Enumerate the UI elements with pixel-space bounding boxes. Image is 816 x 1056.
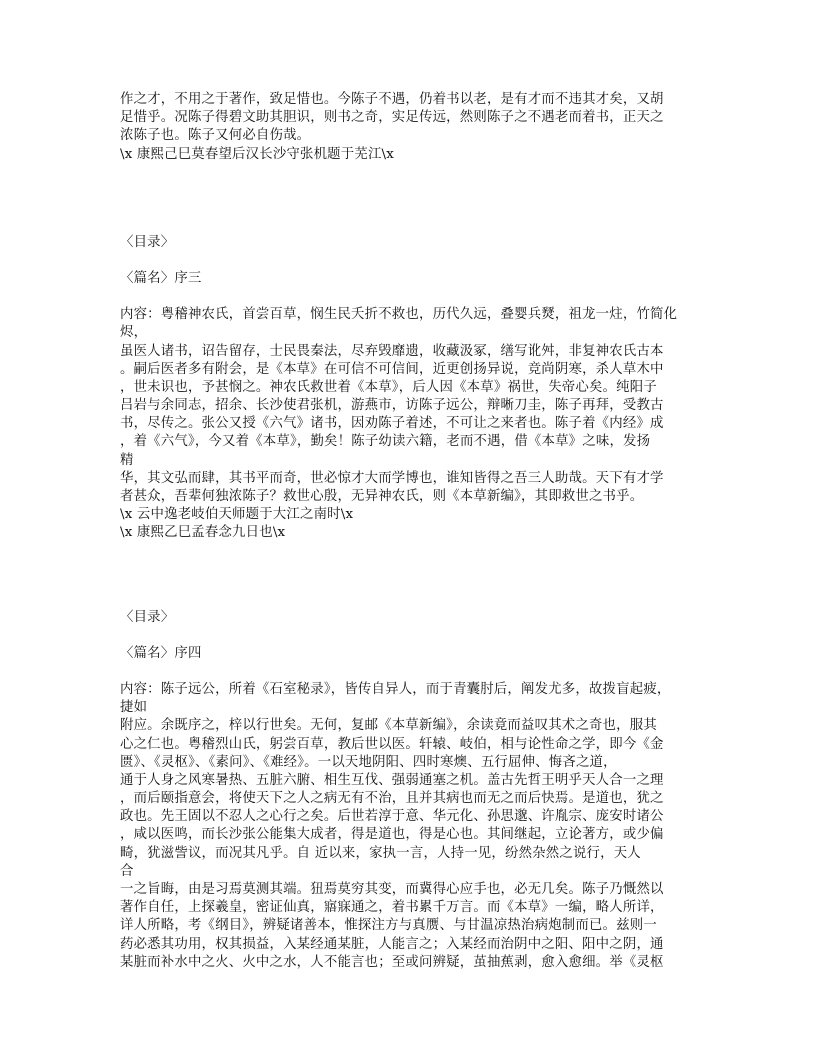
document-page — [120, 91, 690, 972]
section-preface-3 — [120, 234, 690, 543]
content-line: 一之旨晦，由是习焉莫测其端。狃焉莫穷其变，而冀得心应手也，必无几矣。陈子乃慨然以 — [120, 882, 664, 897]
content-line: 捷如 — [120, 700, 148, 716]
content-line: 合 — [120, 863, 134, 879]
signature-line: \x 康熙己巳莫春望后汉长沙守张机题于芜江\x — [120, 146, 395, 162]
text-line: 浓陈子也。陈子又何必自伤哉。 — [120, 128, 311, 144]
content-line: 详人所略，考《纲目》，辨疑诸善本，惟探注方与真赝、与甘温凉热治病炮制而已。兹则一 — [120, 918, 657, 934]
toc-label: 〈目录〉 — [120, 234, 175, 250]
section-preface-4 — [120, 609, 690, 972]
content-line: 华，其文弘而肆，其书平而奇，世必惊才大而学博也，谁知皆得之吾三人助哉。天下有才学 — [120, 470, 664, 486]
content-line: 虽医人诸书，诏告留存，士民畏秦法，尽弃毁靡遗，收藏汲冢，缮写讹舛，非复神农氏古本 — [120, 343, 664, 359]
content-line: 畸，犹滋訾议，而况其凡乎。自 近以来，家执一言，人持一见，纷然杂然之说行，天人 — [120, 845, 641, 861]
content-line: 通于人身之风寒暑热、五脏六腑、相生互伐、强弱通塞之机。盖古先哲王明乎天人合一之理 — [120, 772, 664, 788]
preface-tail — [120, 91, 690, 164]
content-line: 烬， — [120, 325, 148, 341]
content-line: 吕岩与余同志，招余、长沙使君张机，游燕市，访陈子远公，辩晰刀圭，陈子再拜，受教古 — [120, 398, 664, 414]
content-line: 政也。先王固以不忍人之心行之矣。后世若淳于意、华元化、孙思邈、许胤宗、庞安时诸公 — [120, 809, 664, 825]
content-line: ，咸以医鸣，而长沙张公能集大成者，得是道也，得是心也。其间继起，立论著方，或少偏 — [120, 827, 664, 843]
text-line: 作之才，不用之于著作，致足惜也。今陈子不遇，仍着书以老，是有才而不违其才矣，又胡 — [120, 92, 664, 107]
section-title: 〈篇名〉序三 — [120, 270, 202, 286]
toc-label: 〈目录〉 — [120, 609, 175, 625]
section-title: 〈篇名〉序四 — [120, 645, 202, 661]
content-line: 内容：陈子远公，所着《石室秘录》，皆传自异人，而于青囊肘后，阐发尤多，故拨盲起疲， — [120, 681, 671, 697]
content-line: ，着《六气》，今又着《本草》，勤矣！陈子幼读六籍，老而不遇，借《本草》之味，发扬 — [120, 434, 651, 450]
content-line: 心之仁也。粤稽烈山氏，躬尝百草，教后世以医。轩辕、岐伯，相与论性命之学，即今《金 — [120, 736, 664, 752]
content-line: 匮》、《灵枢》、《素问》、《难经》。一以天地阴阳、四时寒燠、五行屈伸、悔吝之道， — [120, 754, 617, 770]
content-line: 书，尽传之。张公又授《六气》诸书，因劝陈子着述，不可让之来者也。陈子着《内经》成 — [120, 416, 664, 432]
content-line: 内容：粤稽神农氏，首尝百草，悯生民夭折不救也，历代久远，叠婴兵燹，祖龙一炷，竹简化 — [120, 307, 678, 323]
text-line: 足惜乎。况陈子得碧文助其胆识，则书之奇，实足传远，然则陈子之不遇老而着书，正天之 — [120, 110, 664, 126]
signature-line: \x 云中逸老岐伯天师题于大江之南时\x — [120, 507, 354, 523]
content-line: ，世未识也，予甚悯之。神农氏救世着《本草》，后人因《本草》祸世，失帝心矣。纯阳子 — [120, 379, 657, 395]
signature-line: \x 康熙乙巳孟春念九日也\x — [120, 525, 286, 541]
content-line: 。嗣后医者多有附会，是《本草》在可信不可信间，近更创扬异说，竞尚阴寒，杀人草木中 — [120, 361, 664, 377]
content-line: 著作自任，上探羲皇，密证仙真，寤寐通之，着书累千万言。而《本草》一编，略人所详， — [120, 900, 664, 916]
content-line: 者甚众，吾辈何独浓陈子？救世心殷，无异神农氏，则《本草新编》，其即救世之书乎。 — [120, 489, 644, 504]
content-line: 药必悉其功用，权其损益，入某经通某脏，人能言之；入某经而治阴中之阳、阳中之阴，通 — [120, 936, 664, 952]
content-line: 某脏而补水中之火、火中之水，人不能言也；至或问辨疑，茧抽蕉剥，愈入愈细。举《灵枢 — [120, 954, 664, 970]
content-line: 精 — [120, 452, 134, 468]
content-line: 附应。余既序之，梓以行世矣。无何，复邮《本草新编》，余读竟而益叹其术之奇也，服其 — [120, 718, 657, 734]
content-line: ，而后颐指意会，将使天下之人之病无有不治，且并其病也而无之而后快焉。是道也，犹之 — [120, 791, 664, 807]
